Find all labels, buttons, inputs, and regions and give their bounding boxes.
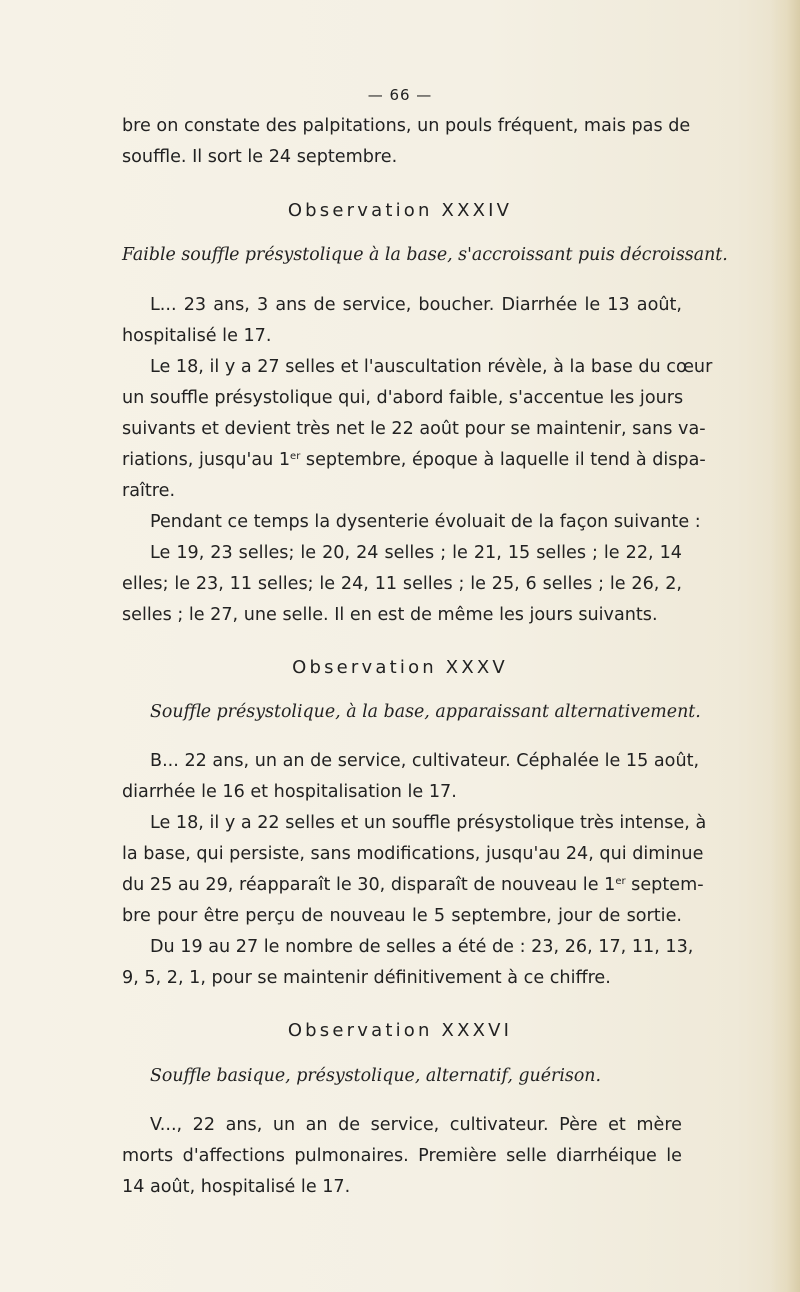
body-line: 9, 5, 2, 1, pour se maintenir définitivement à ce chiffre. bbox=[122, 968, 611, 988]
body-line: hospitalisé le 17. bbox=[122, 326, 272, 346]
body-line: raître. bbox=[122, 481, 176, 501]
body-line: riations, jusqu'au 1er septembre, époque à laquelle il tend à dispa- bbox=[122, 450, 706, 470]
observation-heading: Observation XXXIV bbox=[287, 200, 513, 221]
body-line: elles; le 23, 11 selles; le 24, 11 selles ; le 25, 6 selles ; le 26, 2, bbox=[122, 574, 682, 594]
observation-subtitle: Faible souffle présystolique à la base, s'accroissant puis décroissant. bbox=[122, 245, 728, 265]
observation-subtitle: Souffle présystolique, à la base, apparaissant alternativement. bbox=[150, 702, 701, 722]
body-line: du 25 au 29, réapparaît le 30, disparaît de nouveau le 1er septem- bbox=[122, 875, 704, 895]
body-line: suivants et devient très net le 22 août pour se maintenir, sans va- bbox=[122, 419, 706, 439]
body-line: Le 18, il y a 22 selles et un souffle présystolique très intense, à bbox=[150, 813, 707, 833]
ordinal-superscript: er bbox=[290, 451, 301, 462]
page-edge-shadow bbox=[770, 0, 800, 1292]
body-line: L... 23 ans, 3 ans de service, boucher. Diarrhée le 13 août, bbox=[150, 295, 682, 315]
body-line: 14 août, hospitalisé le 17. bbox=[122, 1177, 351, 1197]
body-line: la base, qui persiste, sans modifications, jusqu'au 24, qui diminue bbox=[122, 844, 704, 864]
body-line: Du 19 au 27 le nombre de selles a été de : 23, 26, 17, 11, 13, bbox=[150, 937, 694, 957]
body-line: Le 18, il y a 27 selles et l'auscultation révèle, à la base du cœur bbox=[150, 357, 713, 377]
body-line: morts d'affections pulmonaires. Première selle diarrhéique le bbox=[122, 1146, 682, 1166]
observation-heading: Observation XXXV bbox=[292, 657, 508, 678]
body-line: Pendant ce temps la dysenterie évoluait de la façon suivante : bbox=[150, 512, 701, 532]
body-line: diarrhée le 16 et hospitalisation le 17. bbox=[122, 782, 457, 802]
body-line: Le 19, 23 selles; le 20, 24 selles ; le 21, 15 selles ; le 22, 14 bbox=[150, 543, 682, 563]
observation-heading: Observation XXXVI bbox=[287, 1020, 513, 1041]
body-line: selles ; le 27, une selle. Il en est de même les jours suivants. bbox=[122, 605, 658, 625]
observation-subtitle: Souffle basique, présystolique, alternatif, guérison. bbox=[150, 1066, 602, 1086]
ordinal-superscript: er bbox=[615, 876, 626, 887]
body-line: bre pour être perçu de nouveau le 5 septembre, jour de sortie. bbox=[122, 906, 682, 926]
body-line: V..., 22 ans, un an de service, cultivateur. Père et mère bbox=[150, 1115, 682, 1135]
intro-line: souffle. Il sort le 24 septembre. bbox=[122, 147, 398, 167]
body-line: B... 22 ans, un an de service, cultivateur. Céphalée le 15 août, bbox=[150, 751, 700, 771]
page-number: — 66 — bbox=[367, 86, 433, 104]
intro-line: bre on constate des palpitations, un pouls fréquent, mais pas de bbox=[122, 116, 691, 136]
body-line: un souffle présystolique qui, d'abord faible, s'accentue les jours bbox=[122, 388, 684, 408]
